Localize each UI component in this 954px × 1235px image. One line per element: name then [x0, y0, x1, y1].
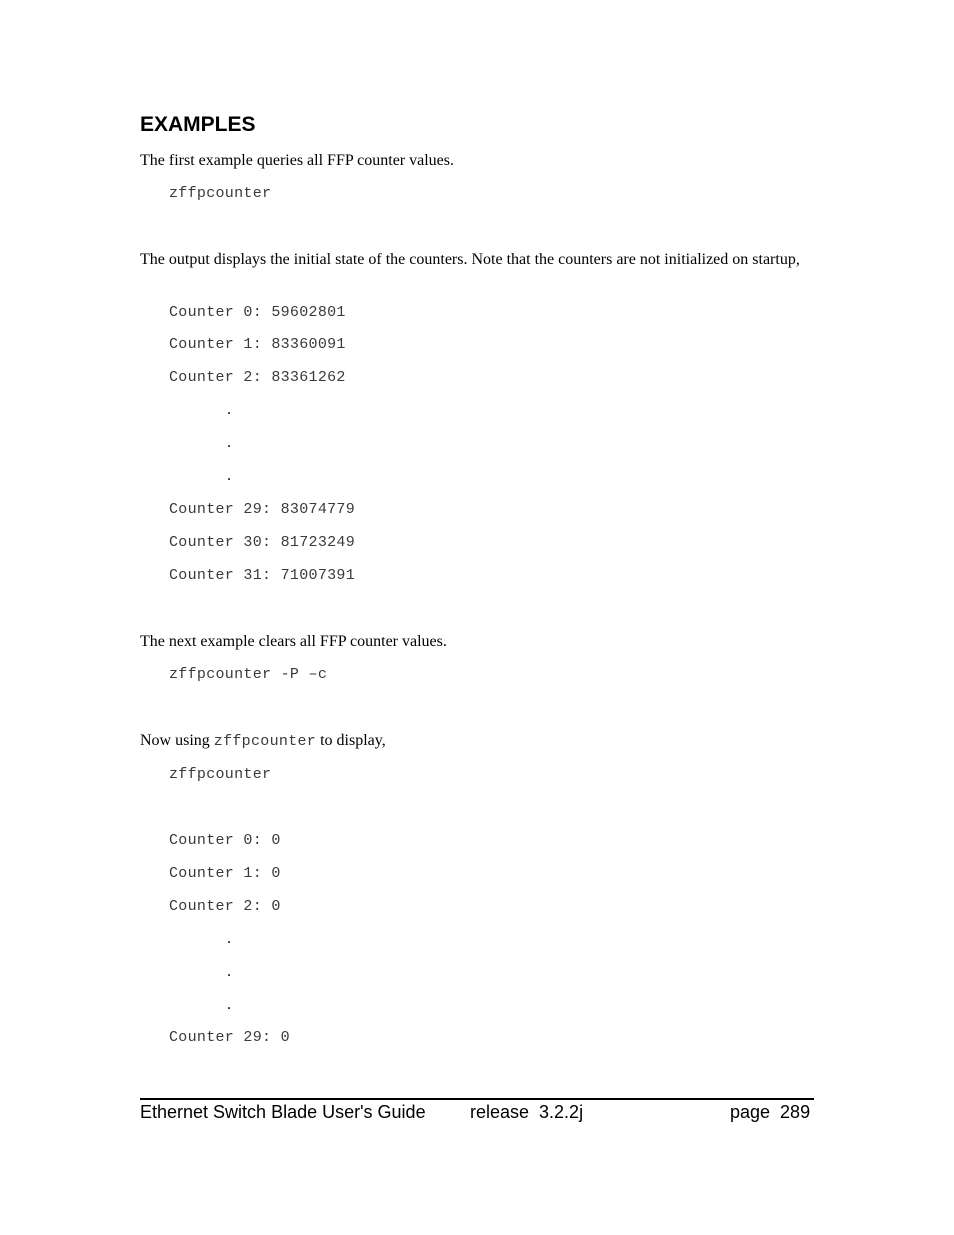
footer-rule [140, 1098, 814, 1100]
example1-output-line: Counter 0: 59602801 [169, 304, 346, 321]
example1-output-line: Counter 30: 81723249 [169, 534, 356, 551]
example1-output-line: Counter 29: 83074779 [169, 501, 356, 518]
footer-page-number: page 289 [730, 1102, 811, 1122]
section-heading: EXAMPLES [140, 113, 256, 136]
example3-command: zffpcounter [169, 766, 272, 783]
example3-intro-suffix: to display, [316, 732, 386, 749]
example3-ellipsis-dot: . [227, 963, 231, 980]
example3-intro [140, 731, 386, 752]
footer-release: release 3.2.2j [470, 1102, 584, 1122]
example2-intro: The next example clears all FFP counter values. [140, 633, 447, 650]
example3-output-line: Counter 0: 0 [169, 832, 281, 849]
example1-output-line: Counter 2: 83361262 [169, 369, 346, 386]
example3-output-line: Counter 1: 0 [169, 865, 281, 882]
example1-intro: The first example queries all FFP counter values. [140, 152, 454, 169]
footer-title: Ethernet Switch Blade User's Guide [140, 1102, 426, 1122]
example2-command: zffpcounter -P –c [169, 666, 328, 683]
example1-ellipsis-dot: . [227, 467, 231, 484]
example1-output-line: Counter 31: 71007391 [169, 567, 356, 584]
example3-intro-prefix: Now using [140, 732, 214, 749]
example3-output-line: Counter 29: 0 [169, 1029, 290, 1046]
example1-output-line: Counter 1: 83360091 [169, 336, 346, 353]
example3-ellipsis-dot: . [227, 996, 231, 1013]
example3-ellipsis-dot: . [227, 930, 231, 947]
example1-output-intro: The output displays the initial state of the counters. Note that the counters are not initialized on startup, [140, 251, 800, 268]
example3-intro-code: zffpcounter [213, 733, 317, 750]
example1-ellipsis-dot: . [227, 434, 231, 451]
example1-command: zffpcounter [169, 185, 272, 202]
example3-output-line: Counter 2: 0 [169, 898, 281, 915]
example1-ellipsis-dot: . [227, 401, 231, 418]
